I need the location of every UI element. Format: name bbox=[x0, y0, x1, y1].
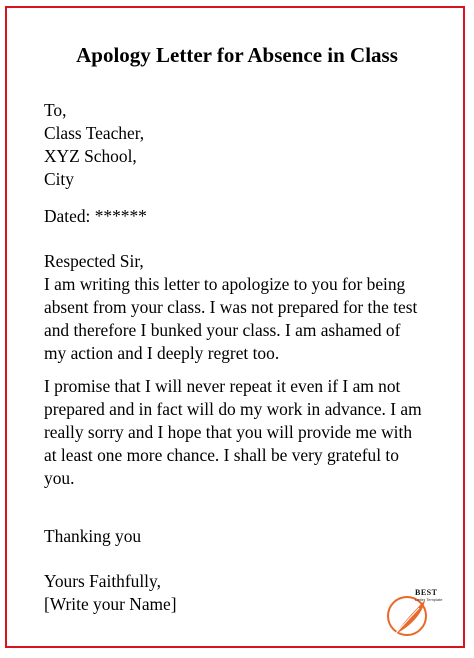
closing-text: Yours Faithfully, bbox=[44, 571, 161, 591]
body-line: you. bbox=[44, 468, 75, 488]
address-line: XYZ School, bbox=[44, 146, 137, 166]
date-text: Dated: ****** bbox=[44, 206, 147, 226]
logo-brand-text: BEST bbox=[415, 588, 438, 597]
body-line: really sorry and I hope that you will provide me with bbox=[44, 422, 413, 442]
address-line: City bbox=[44, 169, 74, 189]
body-paragraph-1 bbox=[44, 250, 449, 365]
recipient-address bbox=[44, 99, 449, 191]
body-line: my action and I deeply regret too. bbox=[44, 343, 280, 363]
letter-title: Apology Letter for Absence in Class bbox=[76, 43, 398, 67]
thanks-text: Thanking you bbox=[44, 526, 142, 546]
body-line: I am writing this letter to apologize to you for being bbox=[44, 274, 406, 294]
best-letter-template-logo bbox=[383, 586, 445, 644]
body-line: prepared and in fact will do my work in advance. I am bbox=[44, 399, 422, 419]
address-line: Class Teacher, bbox=[44, 123, 145, 143]
body-line: absent from your class. I was not prepared for the test bbox=[44, 297, 418, 317]
body-paragraph-2 bbox=[44, 375, 449, 490]
signature-placeholder: [Write your Name] bbox=[44, 594, 177, 614]
thanks-line bbox=[44, 525, 449, 548]
logo-subtitle: Letter Template bbox=[415, 597, 443, 602]
address-line: To, bbox=[44, 100, 67, 120]
body-line: at least one more chance. I shall be very grateful to bbox=[44, 445, 399, 465]
body-line: I promise that I will never repeat it even if I am not bbox=[44, 376, 401, 396]
body-line: and therefore I bunked your class. I am ashamed of bbox=[44, 320, 401, 340]
salutation: Respected Sir, bbox=[44, 251, 144, 271]
date-line bbox=[44, 205, 449, 228]
